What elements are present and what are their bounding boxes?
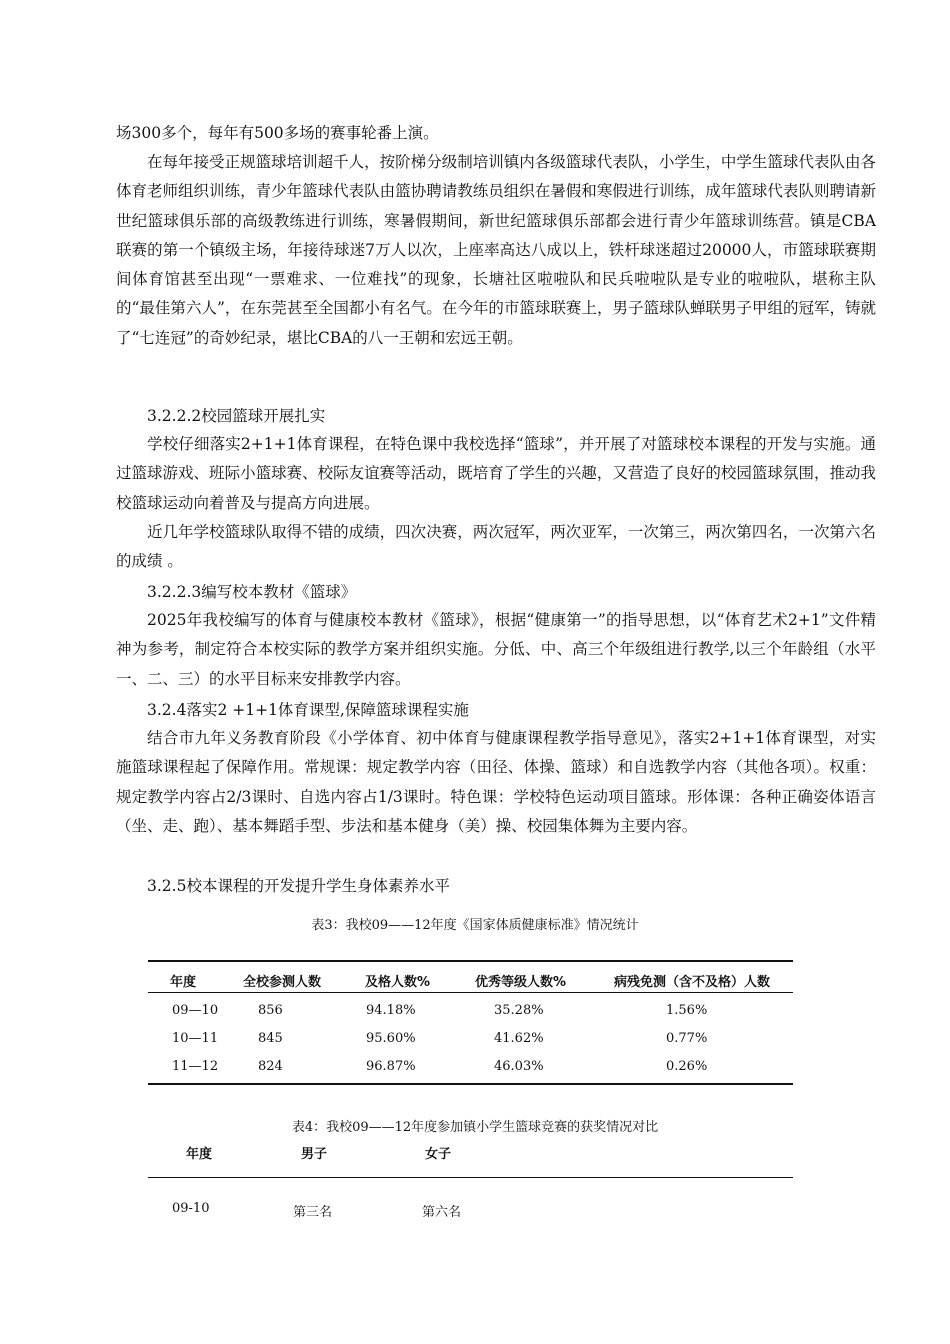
table4-cell-female: 第六名 <box>422 1205 462 1220</box>
table3-cell-year: 10—11 <box>172 1031 219 1046</box>
table3-cell-exempt: 0.26% <box>666 1059 708 1074</box>
table3-header-year: 年度 <box>170 975 197 990</box>
table4-header-rule <box>148 1177 793 1178</box>
table3-cell-year: 09—10 <box>172 1003 219 1018</box>
table3-cell-excellent-rate: 35.28% <box>494 1003 544 1018</box>
table3-header-rule <box>148 992 793 993</box>
table3-cell-excellent-rate: 41.62% <box>494 1031 544 1046</box>
section-heading-3-2-2-3: 3.2.2.3编写校本教材《篮球》 <box>147 583 357 601</box>
table3-cell-exempt: 0.77% <box>666 1031 708 1046</box>
table4-header-year: 年度 <box>186 1147 213 1162</box>
section-heading-3-2-2-2: 3.2.2.2校园篮球开展扎实 <box>147 407 326 425</box>
table3-cell-year: 11—12 <box>172 1059 219 1074</box>
table3-cell-pass-rate: 95.60% <box>366 1031 416 1046</box>
paragraph-team-results: 近几年学校篮球队取得不错的成绩，四次决赛，两次冠军，两次亚军，一次第三，两次第四名，一次第六名的成绩 。 <box>116 523 876 571</box>
table3-top-rule <box>148 960 793 962</box>
table3-cell-participants: 845 <box>258 1031 283 1046</box>
paragraph-venues: 场300多个，每年有500多场的赛事轮番上演。 <box>116 124 439 142</box>
paragraph-training: 在每年接受正规篮球培训超千人，按阶梯分级制培训镇内各级篮球代表队，小学生，中学生篮球代表队由各体育老师组织训练，青少年篮球代表队由篮协聘请教练员组织在暑假和寒假进行训练，成年篮球代表队则聘请新世纪篮球俱乐部的高级教练进行训练，寒暑假期间，新世纪篮球俱乐部都会进行青少年篮球训练营。镇是CBA联赛的第一个镇级主场，年接待球迷7万人以次，上座率高达八成以上，铁杆球迷超过20000人，市篮球联赛期间体育馆甚至出现“一票难求、一位难找”的现象，长塘社区啦啦队和民兵啦啦队是专业的啦啦队，堪称主队的“最佳第六人”，在东莞甚至全国都小有名气。在今年的市篮球联赛上，男子篮球队蝉联男子甲组的冠军，铸就了“七连冠”的奇妙纪录，堪比CBA的八一王朝和宏远王朝。 <box>116 153 876 347</box>
table3-caption: 表3：我校09——12年度《国家体质健康标准》情况统计 <box>311 918 639 933</box>
table3-cell-exempt: 1.56% <box>666 1003 708 1018</box>
table3-cell-excellent-rate: 46.03% <box>494 1059 544 1074</box>
table4-header-male: 男子 <box>301 1147 328 1162</box>
table3-header-excellent-rate: 优秀等级人数% <box>475 975 567 990</box>
paragraph-course-types: 结合市九年义务教育阶段《小学体育、初中体育与健康课程教学指导意见》，落实2+1+1体育课型，对实施篮球课程起了保障作用。常规课：规定教学内容（田径、体操、篮球）和自选教学内容（其他各项）。权重：规定教学内容占2/3课时、自选内容占1/3课时。特色课：学校特色运动项目篮球。形体课：各种正确姿体语言（坐、走、跑）、基本舞蹈手型、步法和基本健身（美）操、校园集体舞为主要内容。 <box>116 729 876 835</box>
table4-header-female: 女子 <box>425 1147 452 1162</box>
table3-cell-participants: 856 <box>258 1003 283 1018</box>
table3-cell-pass-rate: 94.18% <box>366 1003 416 1018</box>
paragraph-campus-basketball: 学校仔细落实2+1+1体育课程，在特色课中我校选择“篮球”，并开展了对篮球校本课程的开发与实施。通过篮球游戏、班际小篮球赛、校际友谊赛等活动，既培育了学生的兴趣，又营造了良好的校园篮球氛围，推动我校篮球运动向着普及与提高方向进展。 <box>116 435 876 512</box>
table3-header-exempt: 病残免测（含不及格）人数 <box>614 975 771 990</box>
table3-header-pass-rate: 及格人数% <box>365 975 431 990</box>
table3-cell-participants: 824 <box>258 1059 283 1074</box>
section-heading-3-2-4: 3.2.4落实2 +1+1体育课型,保障篮球课程实施 <box>147 701 469 719</box>
table3-cell-pass-rate: 96.87% <box>366 1059 416 1074</box>
paragraph-textbook: 2025年我校编写的体育与健康校本教材《篮球》，根据“健康第一”的指导思想，以“体育艺术2+1”文件精神为参考，制定符合本校实际的教学方案并组织实施。分低、中、高三个年级组进行教学,以三个年龄组（水平一、二、三）的水平目标来安排教学内容。 <box>116 611 876 688</box>
table4-caption: 表4：我校09——12年度参加镇小学生篮球竞赛的获奖情况对比 <box>291 1120 659 1135</box>
table3-header-participants: 全校参测人数 <box>243 975 322 990</box>
table4-cell-male: 第三名 <box>293 1205 333 1220</box>
table3-bottom-rule <box>148 1083 793 1085</box>
section-heading-3-2-5: 3.2.5校本课程的开发提升学生身体素养水平 <box>147 877 450 895</box>
table4-cell-year: 09-10 <box>172 1201 210 1216</box>
